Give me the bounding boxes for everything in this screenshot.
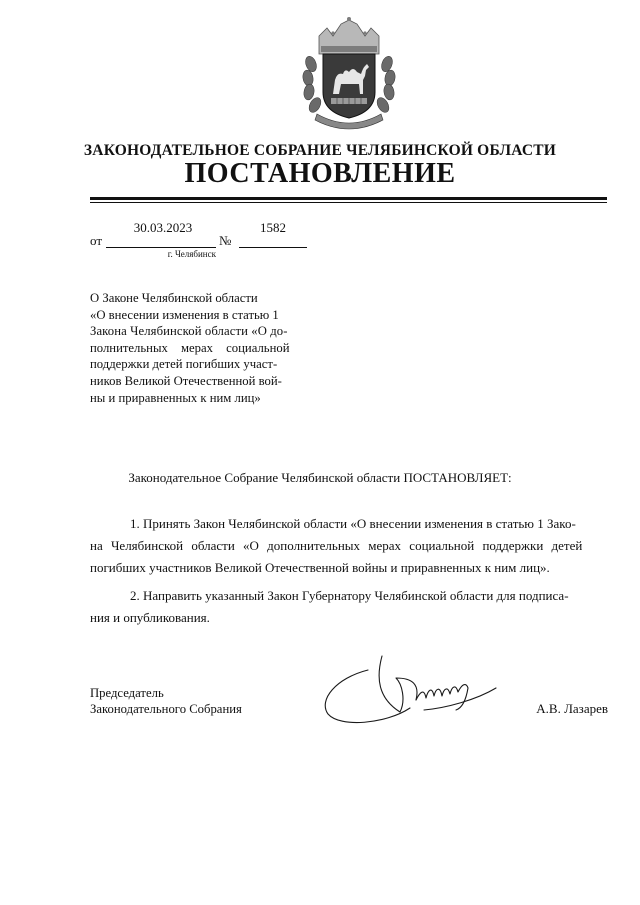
resolution-item-2	[90, 585, 608, 629]
city-label: г. Челябинск	[167, 249, 216, 259]
paragraph-line: погибших участников Великой Отечественной войны и приравненных к ним лиц».	[90, 560, 550, 575]
preamble: Законодательное Собрание Челябинской области ПОСТАНОВЛЯЕТ:	[128, 470, 512, 485]
subject-line: ны и приравненных к ним лиц»	[90, 390, 261, 405]
subject-line: поддержки детей погибших участ-	[90, 357, 278, 372]
handwritten-signature-icon	[316, 648, 504, 732]
paragraph-line: ния и опубликования.	[90, 610, 210, 625]
signer-name: А.В. Лазарев	[536, 701, 608, 716]
subject-line: О Законе Челябинской области	[90, 291, 258, 305]
signer-position-line: Председатель	[90, 686, 164, 700]
organization-title: ЗАКОНОДАТЕЛЬНОЕ СОБРАНИЕ ЧЕЛЯБИНСКОЙ ОБЛАСТИ	[83, 142, 557, 159]
date-prefix: от	[90, 233, 103, 248]
subject-line: полнительных мерах социальной	[90, 340, 290, 355]
paragraph-line: 2. Направить указанный Закон Губернатору Челябинской области для подписа-	[130, 588, 569, 603]
paragraph-line: на Челябинской области «О дополнительных мерах социальной поддержки детей	[90, 538, 583, 553]
signer-position	[90, 685, 242, 718]
subject-line: «О внесении изменения в статью 1	[90, 307, 279, 322]
header-rule-thin	[90, 202, 607, 203]
resolution-item-1	[90, 513, 608, 579]
subject-line: ников Великой Отечественной вой-	[90, 373, 282, 388]
number-sign: №	[219, 233, 232, 248]
signer-position-line: Законодательного Собрания	[90, 702, 242, 717]
document-date: 30.03.2023	[133, 220, 193, 235]
coat-of-arms-icon	[297, 14, 401, 132]
document-type-title: ПОСТАНОВЛЕНИЕ	[184, 158, 456, 189]
date-underline	[106, 247, 216, 248]
number-underline	[239, 247, 307, 248]
document-number: 1582	[260, 220, 286, 235]
document-subject	[90, 290, 306, 406]
paragraph-line: 1. Принять Закон Челябинской области «О внесении изменения в статью 1 Зако-	[130, 516, 576, 531]
subject-line: Закона Челябинской области «О до-	[90, 324, 288, 339]
header-rule-thick	[90, 197, 607, 200]
